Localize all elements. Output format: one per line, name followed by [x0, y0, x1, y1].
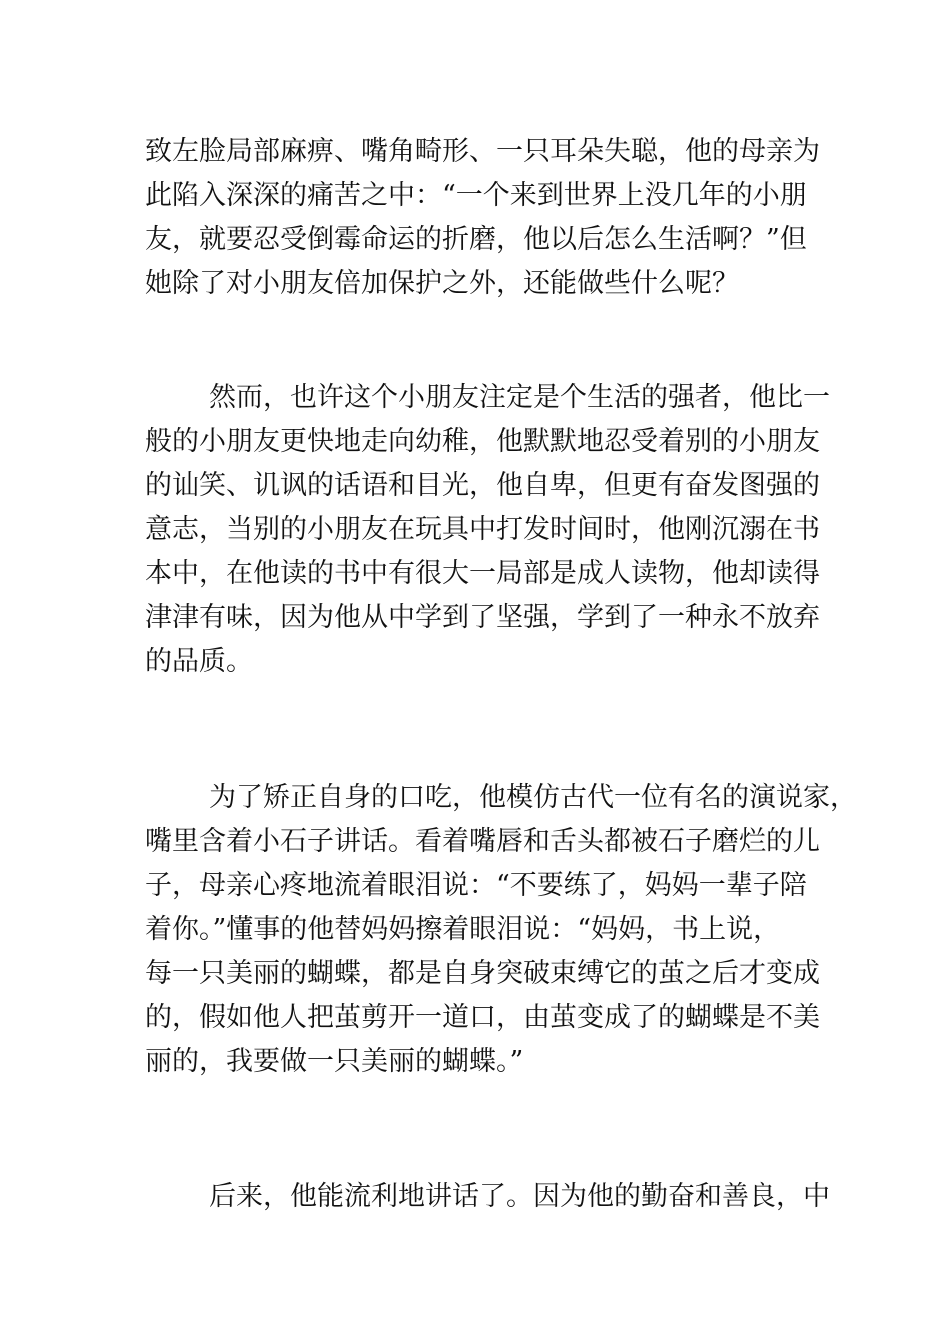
text-line: 她除了对小朋友倍加保护之外，还能做些什么呢？ [145, 268, 739, 299]
paragraph-3 [145, 776, 857, 1084]
text-line: 津津有味，因为他从中学到了坚强，学到了一种永不放弃 [145, 602, 820, 633]
paragraph-4 [145, 1175, 830, 1219]
text-line: 的讪笑、讥讽的话语和目光，他自卑，但更有奋发图强的 [145, 470, 820, 501]
text-line: 每一只美丽的蝴蝶，都是自身突破束缚它的茧之后才变成 [145, 958, 820, 989]
text-line: 丽的，我要做一只美丽的蝴蝶。” [145, 1046, 524, 1077]
text-line: 此陷入深深的痛苦之中：“一个来到世界上没几年的小朋 [145, 180, 807, 211]
text-line: 本中，在他读的书中有很大一局部是成人读物，他却读得 [145, 558, 820, 589]
text-line: 然而，也许这个小朋友注定是个生活的强者，他比一 [209, 382, 830, 413]
text-line: 的，假如他人把茧剪开一道口，由茧变成了的蝴蝶是不美 [145, 1002, 820, 1033]
text-line: 后来，他能流利地讲话了。因为他的勤奋和善良，中 [209, 1181, 830, 1212]
paragraph-2 [145, 376, 830, 684]
text-line: 意志，当别的小朋友在玩具中打发时间时，他刚沉溺在书 [145, 514, 820, 545]
text-line: 为了矫正自身的口吃，他模仿古代一位有名的演说家， [209, 782, 857, 813]
text-line: 子，母亲心疼地流着眼泪说：“不要练了，妈妈一辈子陪 [145, 870, 807, 901]
paragraph-1 [145, 130, 820, 306]
text-line: 友，就要忍受倒霉命运的折磨，他以后怎么生活啊？”但 [145, 224, 807, 255]
text-line: 般的小朋友更快地走向幼稚，他默默地忍受着别的小朋友 [145, 426, 820, 457]
text-line: 的品质。 [145, 646, 253, 677]
text-line: 着你。”懂事的他替妈妈擦着眼泪说：“妈妈，书上说， [145, 914, 781, 945]
text-line: 嘴里含着小石子讲话。看着嘴唇和舌头都被石子磨烂的儿 [145, 826, 820, 857]
text-line: 致左脸局部麻痹、嘴角畸形、一只耳朵失聪，他的母亲为 [145, 136, 820, 167]
